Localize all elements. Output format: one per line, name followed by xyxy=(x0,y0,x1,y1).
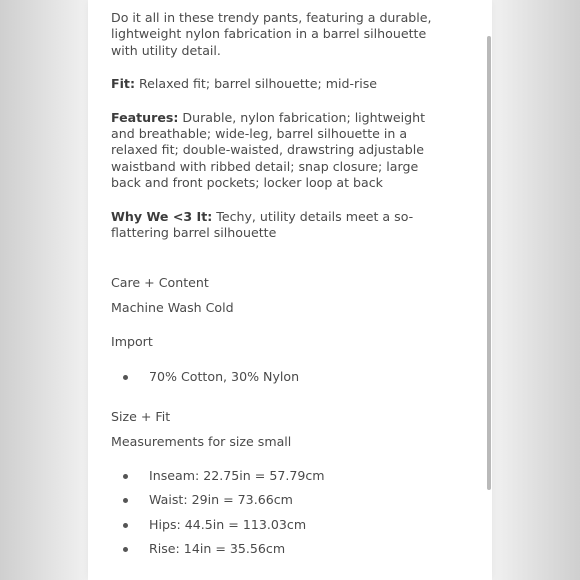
bullet-icon xyxy=(123,523,128,528)
list-item xyxy=(111,468,451,484)
features-paragraph xyxy=(111,110,451,192)
list-item xyxy=(111,492,451,508)
scrollbar[interactable] xyxy=(487,36,491,490)
spacer xyxy=(111,93,451,110)
background-right xyxy=(492,0,580,580)
list-item xyxy=(111,541,451,557)
fit-text: Relaxed fit; barrel silhouette; mid-rise xyxy=(134,76,378,92)
bullet-icon xyxy=(123,498,128,503)
fit-label: Fit: xyxy=(111,76,135,92)
why-paragraph xyxy=(111,209,451,242)
spacer xyxy=(111,450,451,468)
spacer xyxy=(111,426,451,434)
intro-text: Do it all in these trendy pants, featuring a durable, lightweight nylon fabrication in a barrel silhouette with utility detail. xyxy=(111,10,432,58)
measurement-inseam: Inseam: 22.75in = 57.79cm xyxy=(149,467,325,483)
care-origin: Import xyxy=(111,334,153,350)
bullet-icon xyxy=(123,375,128,380)
spacer xyxy=(111,292,451,300)
list-item xyxy=(111,369,451,385)
bullet-icon xyxy=(123,474,128,479)
product-details-panel[interactable] xyxy=(88,0,492,580)
features-text: Durable, nylon fabrication; lightweight and breathable; wide-leg, barrel silhouette in a relaxed fit; double-waisted, drawstring adjustable waistband with ribbed detail; snap closure; large back and front pockets; locker loop at back xyxy=(111,109,426,191)
spacer xyxy=(111,316,451,334)
list-item xyxy=(111,517,451,533)
spacer xyxy=(111,192,451,209)
spacer xyxy=(111,385,451,409)
spacer xyxy=(111,509,451,517)
bullet-icon xyxy=(123,547,128,552)
measurement-hips: Hips: 44.5in = 113.03cm xyxy=(149,516,307,532)
content-item: 70% Cotton, 30% Nylon xyxy=(149,368,300,384)
product-details-content xyxy=(111,10,451,558)
why-text: Techy, utility details meet a so-flattering barrel silhouette xyxy=(111,208,414,241)
spacer xyxy=(111,241,451,275)
measurement-rise: Rise: 14in = 35.56cm xyxy=(149,541,286,557)
spacer xyxy=(111,59,451,76)
spacer xyxy=(111,533,451,541)
spacer xyxy=(111,484,451,492)
why-label: Why We <3 It: xyxy=(111,208,213,224)
spacer xyxy=(111,351,451,369)
measurement-waist: Waist: 29in = 73.66cm xyxy=(149,492,293,508)
background-left xyxy=(0,0,88,580)
size-subheading: Measurements for size small xyxy=(111,433,292,449)
features-label: Features: xyxy=(111,109,179,125)
fit-paragraph xyxy=(111,76,451,92)
size-heading: Size + Fit xyxy=(111,409,171,425)
care-heading: Care + Content xyxy=(111,275,209,291)
care-wash: Machine Wash Cold xyxy=(111,299,234,315)
